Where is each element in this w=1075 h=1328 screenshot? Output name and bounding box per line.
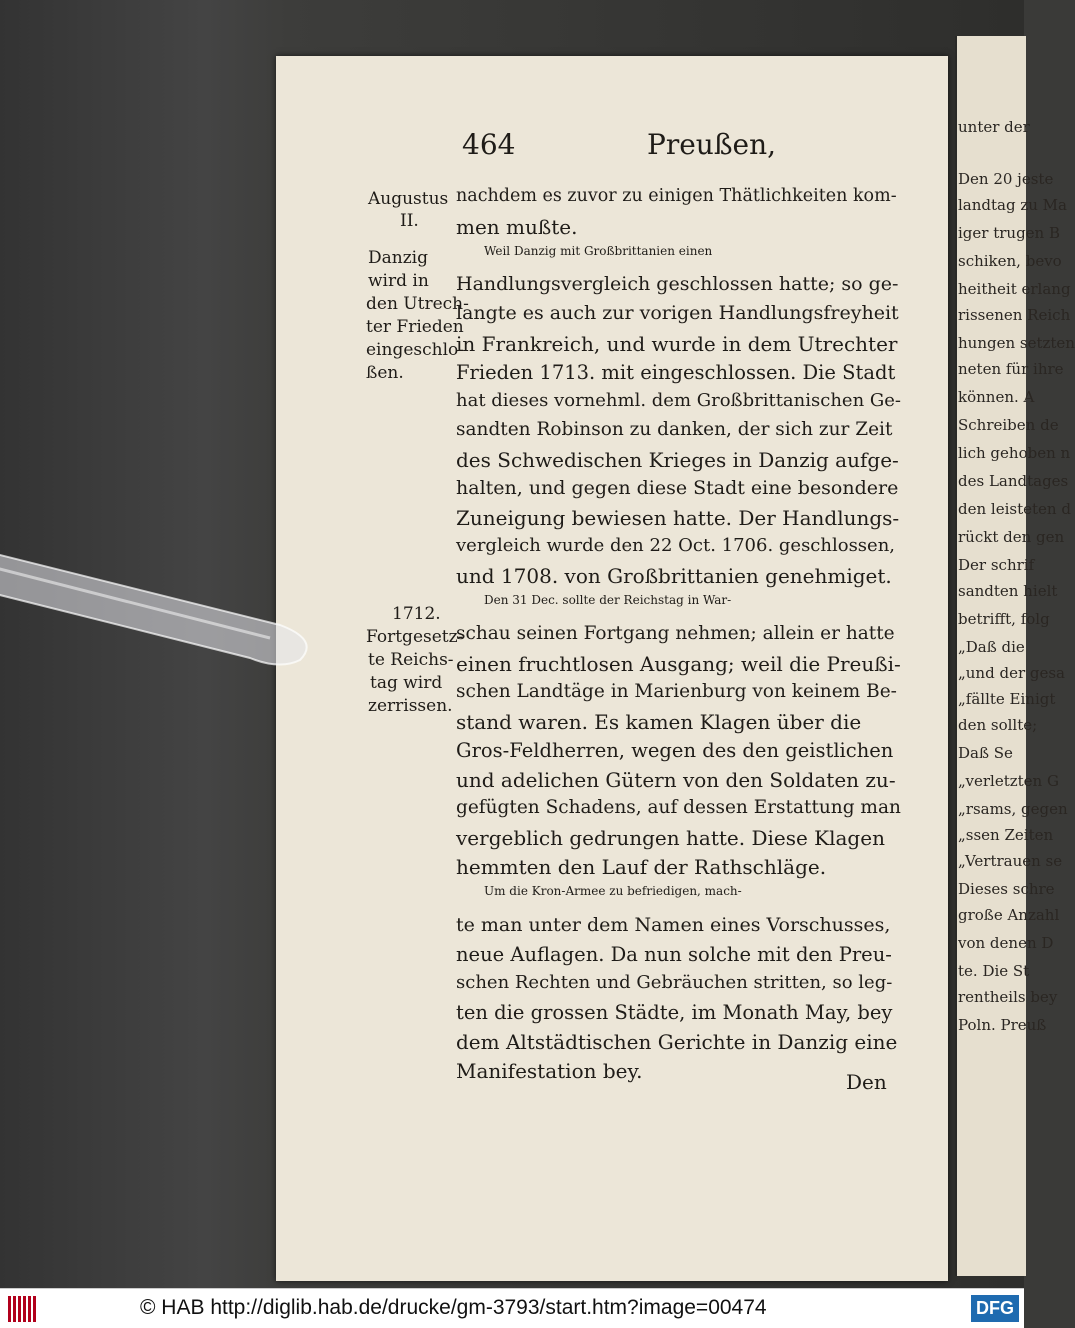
marginal-note: eingeschlo- — [366, 340, 464, 360]
marginal-note: 1712. — [392, 604, 441, 624]
facing-page-text: landtag zu Ma — [958, 196, 1067, 214]
text-line: und adelichen Gütern von den Soldaten zu- — [456, 768, 896, 792]
facing-page-text: lich gehoben n — [958, 444, 1071, 462]
text-line: Manifestation bey. — [456, 1059, 643, 1083]
facing-page-text: des Landtages — [958, 472, 1069, 490]
facing-page-fragment — [955, 36, 1075, 1276]
facing-page-text: neten für ihre — [958, 360, 1064, 378]
facing-page-text: große Anzahl — [958, 906, 1060, 924]
facing-page-text: „rsams, gegen — [958, 800, 1068, 818]
text-line: Handlungsvergleich geschlossen hatte; so ge- — [456, 273, 899, 295]
text-line: Frieden 1713. mit eingeschlossen. Die Stadt — [456, 361, 896, 384]
facing-page-text: „und der gesa — [958, 664, 1065, 682]
running-title: Preußen, — [647, 128, 777, 161]
footer-url[interactable]: © HAB http://diglib.hab.de/drucke/gm-3793/start.htm?image=00474 — [140, 1296, 767, 1319]
marginal-note: ßen. — [366, 363, 404, 383]
facing-page-text: den leisteten d — [958, 500, 1071, 518]
text-line: vergeblich gedrungen hatte. Diese Klagen — [456, 826, 885, 850]
facing-page-text: rissenen Reich — [958, 306, 1071, 324]
marginal-note: Augustus — [368, 189, 449, 209]
text-line: und 1708. von Großbrittanien genehmiget. — [456, 564, 892, 588]
text-line: Um die Kron-Armee zu befriedigen, mach- — [484, 884, 742, 898]
text-line: des Schwedischen Krieges in Danzig aufge- — [456, 448, 899, 472]
dfg-logo-icon: DFG — [971, 1295, 1019, 1322]
text-line: schen Rechten und Gebräuchen stritten, so leg- — [456, 972, 893, 993]
facing-page-text: hungen setzten — [958, 334, 1075, 352]
marginal-note: wird in — [368, 271, 429, 291]
text-line: ten die grossen Städte, im Monath May, bey — [456, 1001, 893, 1024]
text-line: schau seinen Fortgang nehmen; allein er hatte — [456, 623, 895, 644]
text-line: Weil Danzig mit Großbrittanien einen — [484, 244, 713, 258]
text-line: men mußte. — [456, 215, 578, 239]
text-line: Gros-Feldherren, wegen des den geistlichen — [456, 739, 894, 762]
text-line: schen Landtäge in Marienburg von keinem Be- — [456, 681, 897, 702]
hab-logo-icon — [8, 1296, 36, 1322]
text-line: gefügten Schadens, auf dessen Erstattung man — [456, 797, 901, 818]
text-line: neue Auflagen. Da nun solche mit den Preu- — [456, 943, 892, 966]
facing-page-text: „Vertrauen se — [958, 852, 1063, 870]
marginal-note: ter Frieden — [366, 317, 464, 337]
facing-page-text: rückt den gen — [958, 528, 1065, 546]
facing-page-text: Poln. Preuß — [958, 1016, 1047, 1034]
text-line: Zuneigung bewiesen hatte. Der Handlungs- — [456, 506, 900, 530]
page-header — [462, 128, 902, 168]
marginal-note: den Utrech- — [366, 294, 469, 314]
marginal-note: Danzig — [368, 248, 428, 268]
facing-page-text: Schreiben de — [958, 416, 1059, 434]
facing-page-text: unter der — [958, 118, 1030, 136]
facing-page-text: sandten hielt — [958, 582, 1058, 600]
text-line: halten, und gegen diese Stadt eine besondere — [456, 477, 899, 499]
marginal-note: zerrissen. — [368, 696, 453, 716]
facing-page-text: Den 20 jeste — [958, 170, 1054, 188]
facing-page-text: Dieses schre — [958, 880, 1055, 898]
text-line: vergleich wurde den 22 Oct. 1706. geschlossen, — [456, 535, 896, 556]
facing-page-text: „fällte Einigt — [958, 690, 1056, 708]
facing-page-text: schiken, bevo — [958, 252, 1062, 270]
page-number: 464 — [462, 128, 516, 161]
facing-page-text: den sollte; — [958, 716, 1038, 734]
text-line: te man unter dem Namen eines Vorschusses, — [456, 914, 891, 936]
marginal-note: te Reichs- — [368, 650, 454, 670]
marginal-note: Fortgesetz- — [366, 627, 464, 647]
catchword: Den — [846, 1070, 887, 1094]
facing-page-text: von denen D — [958, 934, 1054, 952]
facing-page-text: „verletzten G — [958, 772, 1059, 790]
text-line: einen fruchtlosen Ausgang; weil die Preußi- — [456, 652, 901, 676]
facing-page-text: „ssen Zeiten — [958, 826, 1054, 844]
facing-page-text: Der schrif — [958, 556, 1035, 574]
facing-page-text: rentheils bey — [958, 988, 1058, 1006]
text-line: dem Altstädtischen Gerichte in Danzig eine — [456, 1030, 898, 1054]
facing-page-text: te. Die St — [958, 962, 1030, 980]
footer-bar — [0, 1288, 1024, 1328]
marginal-note: tag wird — [370, 673, 443, 693]
facing-page-text: betrifft, folg — [958, 610, 1050, 628]
text-line: hemmten den Lauf der Rathschläge. — [456, 855, 827, 879]
facing-page-text: iger trugen B — [958, 224, 1061, 242]
text-line: stand waren. Es kamen Klagen über die — [456, 710, 862, 734]
facing-page-text: können. A — [958, 388, 1035, 406]
text-line: nachdem es zuvor zu einigen Thätlichkeiten kom- — [456, 186, 897, 206]
text-line: in Frankreich, und wurde in dem Utrechter — [456, 332, 898, 356]
text-line: Den 31 Dec. sollte der Reichstag in War- — [484, 593, 732, 607]
text-line: langte es auch zur vorigen Handlungsfreyheit — [456, 302, 899, 324]
facing-page-text: heitheit erlang — [958, 280, 1071, 298]
facing-page-text: Daß Se — [958, 744, 1013, 762]
marginal-note: II. — [400, 211, 419, 231]
text-line: sandten Robinson zu danken, der sich zur Zeit — [456, 419, 893, 440]
text-line: hat dieses vornehml. dem Großbrittanischen Ge- — [456, 390, 902, 411]
facing-page-text: „Daß die — [958, 638, 1025, 656]
